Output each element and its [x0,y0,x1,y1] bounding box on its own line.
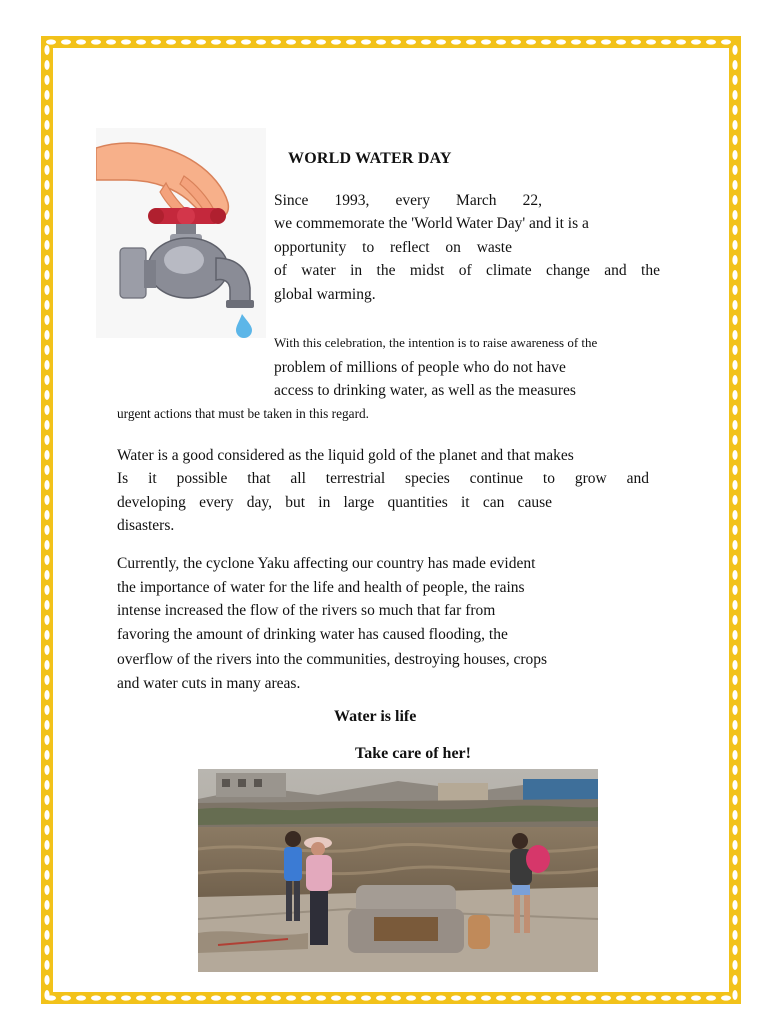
intro-line-2: we commemorate the 'World Water Day' and it is a [274,215,589,232]
page-title: WORLD WATER DAY [288,150,452,167]
para2-line-1: Water is a good considered as the liquid gold of the planet and that makes [117,447,574,464]
faucet-icon [96,128,266,338]
awareness-line-2: problem of millions of people who do not have [274,359,566,376]
para3-line-1: Currently, the cyclone Yaku affecting our country has made evident [117,555,536,572]
awareness-line-3: access to drinking water, as well as the measures [274,382,576,399]
intro-line-3: opportunity to reflect on waste [274,239,512,256]
intro-line-4: of water in the midst of climate change and the [274,262,660,279]
awareness-line-1: With this celebration, the intention is to raise awareness of the [274,335,598,350]
para3-line-5: overflow of the rivers into the communities, destroying houses, crops [117,651,548,668]
para2-line-2: Is it possible that all terrestrial species continue to grow and [117,470,649,487]
slogan-take-care: Take care of her! [355,745,471,762]
slogan-water-is-life: Water is life [334,708,417,725]
awareness-line-4: urgent actions that must be taken in this regard. [117,406,369,421]
para3-line-6: and water cuts in many areas. [117,675,301,692]
para3-line-4: favoring the amount of drinking water has caused flooding, the [117,626,508,643]
para2-line-4: disasters. [117,517,175,534]
para2-line-3: developing every day, but in large quantities it can cause [117,494,552,511]
flood-photo [198,769,598,972]
para3-line-3: intense increased the flow of the rivers so much that far from [117,602,496,619]
para3-line-2: the importance of water for the life and health of people, the rains [117,579,525,596]
intro-line-1: Since 1993, every March 22, [274,192,542,209]
intro-line-5: global warming. [274,286,376,303]
